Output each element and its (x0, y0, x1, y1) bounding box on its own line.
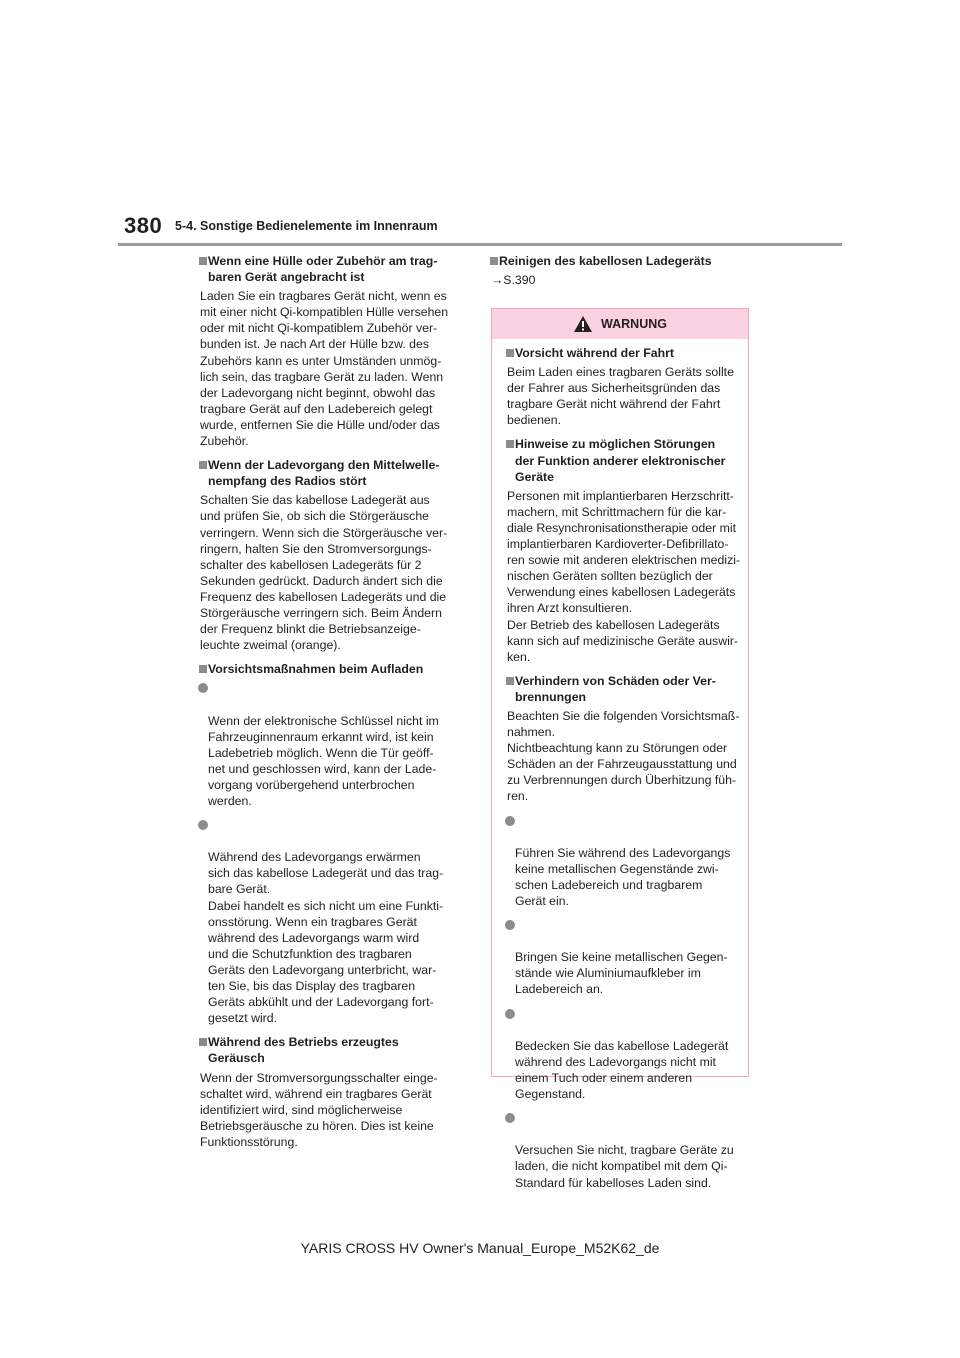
round-bullet-icon (198, 820, 208, 830)
list-item (498, 1006, 741, 1103)
page-reference-link[interactable]: →S.390 (491, 273, 536, 288)
square-bullet-icon (199, 1038, 207, 1046)
paragraph-operating-noise: Wenn der Stromversorgungsschalter einge- schaltet wird, während ein tragbares Gerät identifiziert wird, sind möglicherweise Betriebsgeräusche zu hören. Dies ist keine Funktionsstörung. (200, 1070, 438, 1149)
list-item (498, 917, 741, 997)
section-heading-case-accessory (191, 253, 468, 285)
square-bullet-icon (199, 257, 207, 265)
section-heading-text: Hinweise zu möglichen Störungen der Funktion anderer elektronischer Geräte (515, 437, 726, 484)
section-heading-operating-noise (191, 1034, 468, 1066)
section-heading-text: Wenn der Ladevorgang den Mittelwelle- nempfang des Radios stört (208, 458, 440, 489)
warning-paragraph-driving: Beim Laden eines tragbaren Geräts sollte der Fahrer aus Sicherheitsgründen das tragbare Gerät nicht während der Fahrt bedienen. (507, 365, 734, 428)
warning-label: WARNUNG (601, 317, 667, 331)
round-bullet-icon (505, 1009, 515, 1019)
section-heading-text: Während des Betriebs erzeugtes Geräusch (208, 1035, 399, 1066)
section-heading-text: Verhindern von Schäden oder Ver- brennungen (515, 673, 716, 704)
list-item-text: Bringen Sie keine metallischen Gegen- stände wie Aluminiumaufkleber im Ladebereich an. (515, 950, 728, 997)
square-bullet-icon (506, 349, 514, 357)
left-column (200, 253, 468, 1158)
chapter-title: 5-4. Sonstige Bedienelemente im Innenraum (175, 219, 438, 233)
page-number: 380 (124, 213, 163, 238)
square-bullet-icon (490, 257, 498, 265)
list-item-text: Führen Sie während des Ladevorgangs keine metallischen Gegenstände zwi- schen Ladebereich und tragbarem Gerät ein. (515, 845, 731, 908)
paragraph-radio-interference: Schalten Sie das kabellose Ladegerät aus und prüfen Sie, ob sich die Störgeräusche verringern. Wenn sich die Störgeräusche ver- ringern, halten Sie den Stromversorgungs- schalter des kabellosen Ladegeräts für 2 Sekunden gedrückt. Dadurch ändert sich die Frequenz des kabellosen Ladegeräts und die Störgeräusche verringern sich. Beim Ändern der Frequenz blinkt die Betriebsanzeige- leuchte zweimal (orange). (200, 493, 448, 653)
right-column (491, 253, 753, 300)
list-item (498, 1110, 741, 1190)
section-heading-text: Wenn eine Hülle oder Zubehör am trag- baren Gerät angebracht ist (208, 254, 438, 285)
list-item (498, 813, 741, 910)
list-item-text: Versuchen Sie nicht, tragbare Geräte zu laden, die nicht kompatibel mit dem Qi- Standard für kabelloses Laden sind. (515, 1143, 734, 1190)
square-bullet-icon (506, 677, 514, 685)
warning-heading-damage-burns (498, 673, 741, 705)
list-item-text: Während des Ladevorgangs erwärmen sich das kabellose Ladegerät und das trag- bare Gerät. Dabei handelt es sich nicht um eine Funkti- onsstörung. Wenn ein tragbares Gerät während des Ladevorgangs warm wird und die Schutzfunktion des tragbaren Geräts den Ladevorgang unterbricht, war- ten Sie, bis das Display des tragbaren Geräts abkühlt und der Ladevorgang fort- gesetzt wird. (208, 850, 444, 1026)
list-item-text: Bedecken Sie das kabellose Ladegerät während des Ladevorgangs nicht mit einem Tuch oder einem anderen Gegenstand. (515, 1038, 729, 1102)
section-heading-radio-interference (191, 457, 468, 489)
list-item (191, 680, 468, 809)
section-heading-text: Vorsichtsmaßnahmen beim Aufladen (208, 662, 424, 677)
warning-triangle-icon (573, 315, 593, 333)
warning-heading-driving (498, 345, 741, 361)
round-bullet-icon (505, 1113, 515, 1123)
list-item (191, 817, 468, 1026)
round-bullet-icon (505, 816, 515, 826)
warning-paragraph-damage-burns: Beachten Sie die folgenden Vorsichtsmaß- nahmen. Nichtbeachtung kann zu Störungen oder Schäden an der Fahrzeugausstattung und zu Verbrennungen durch Überhitzung füh- ren. (507, 708, 740, 804)
square-bullet-icon (199, 461, 207, 469)
square-bullet-icon (199, 665, 207, 673)
header-rule (118, 243, 842, 246)
section-heading-text: Reinigen des kabellosen Ladegeräts (499, 254, 712, 268)
warning-header (492, 309, 748, 339)
paragraph-case-accessory: Laden Sie ein tragbares Gerät nicht, wenn es mit einer nicht Qi-kompatiblen Hülle versehen oder mit nicht Qi-kompatiblem Zubehör ver- bunden ist. Je nach Art der Hülle bzw. des Zubehörs kann es unter Umständen unmög- lich sein, das tragbare Gerät zu laden. Wenn der Ladevorgang nicht beginnt, obwohl das tragbare Gerät auf den Ladebereich gelegt wurde, entfernen Sie die Hülle und/oder das Zubehör. (200, 289, 449, 449)
warning-box (491, 308, 749, 1190)
section-heading-text: Vorsicht während der Fahrt (515, 346, 674, 360)
round-bullet-icon (505, 920, 515, 930)
warning-paragraph-interference: Personen mit implantierbaren Herzschritt- machern, mit Schrittmachern für die kar- diale Resynchronisationstherapie oder mit implantierbaren Kardioverter-Defibrillato- ren sowie mit anderen elektrischen medizi- nischen Geräten sollten bezüglich der Verwendung eines kabellosen Ladegeräts ihren Arzt konsultieren. Der Betrieb des kabellosen Ladegeräts kann sich auf medizinische Geräte auswir- ken. (507, 488, 741, 664)
warning-body (492, 339, 748, 1191)
warning-heading-interference (498, 436, 741, 484)
footer-text: YARIS CROSS HV Owner's Manual_Europe_M52K62_de (300, 1240, 660, 1256)
square-bullet-icon (506, 440, 514, 448)
section-heading-cleaning (482, 253, 753, 269)
round-bullet-icon (198, 683, 208, 693)
list-item-text: Wenn der elektronische Schlüssel nicht im Fahrzeuginnenraum erkannt wird, ist kein Ladebetrieb möglich. Wenn die Tür geöff- net und geschlossen wird, kann der Lade- vorgang vorübergehend unterbrochen werden. (208, 713, 439, 808)
section-heading-charging-precautions (191, 661, 468, 677)
